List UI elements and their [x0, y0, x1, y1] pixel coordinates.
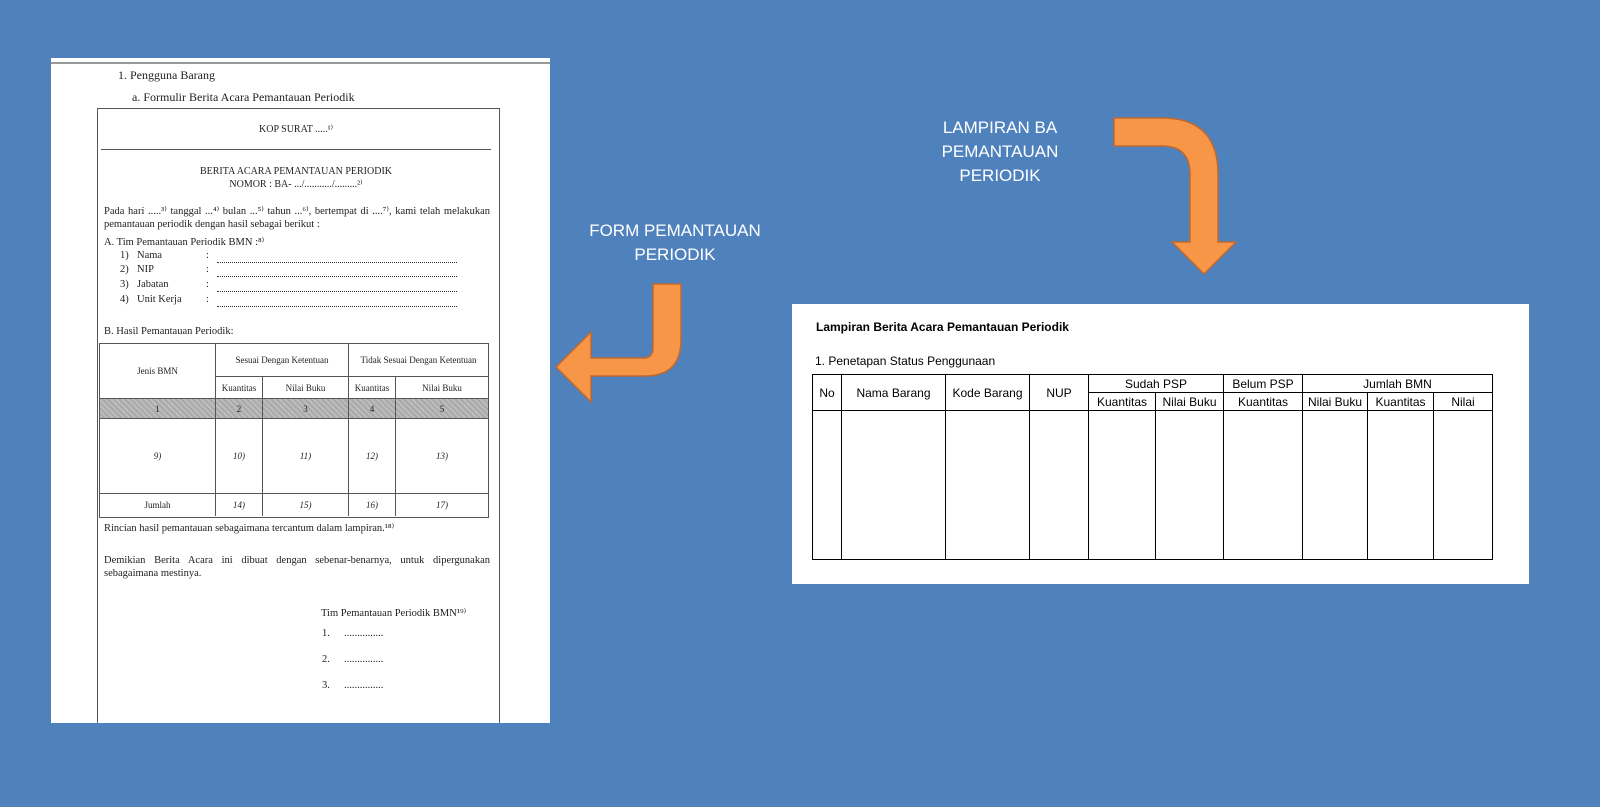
- subheader-kuantitas: Kuantitas: [1089, 393, 1156, 411]
- demikian-paragraph: Demikian Berita Acara ini dibuat dengan sebenar-benarnya, untuk dipergunakan sebagaimana mestinya.: [104, 555, 490, 579]
- header-kuantitas: Kuantitas: [216, 377, 263, 399]
- label-line: PERIODIK: [634, 245, 716, 264]
- table-cell: [1368, 411, 1434, 560]
- field-number: 3): [120, 279, 129, 290]
- jumlah-ref: 17): [436, 500, 448, 510]
- ba-intro-paragraph: Pada hari .....³⁾ tanggal ...⁴⁾ bulan ...⁵⁾ tahun ...⁶⁾, bertempat di ....⁷⁾, kami telah melakukan pemantauan periodik dengan hasil sebagai berikut :: [104, 206, 490, 230]
- hasil-pemantauan-table: [99, 343, 489, 518]
- body-ref: 9): [100, 419, 216, 494]
- label-line: PERIODIK: [959, 166, 1041, 185]
- column-number: 3: [263, 399, 349, 419]
- header-kode-barang: Kode Barang: [946, 375, 1030, 411]
- field-dotted-line: [217, 306, 457, 307]
- field-number: 4): [120, 294, 129, 305]
- column-number: 2: [216, 399, 263, 419]
- jumlah-ref: 15): [263, 494, 349, 516]
- field-label: Nama: [137, 250, 163, 261]
- section-b-heading: B. Hasil Pemantauan Periodik:: [104, 326, 234, 337]
- signer-number: 2.: [322, 654, 330, 665]
- signer-dots: ...............: [344, 680, 384, 691]
- subheader-nilai-buku: Nilai Buku: [1156, 393, 1224, 411]
- column-number: 5: [396, 399, 488, 419]
- rincian-text: Rincian hasil pemantauan sebagaimana tercantum dalam lampiran.¹⁸⁾: [104, 523, 395, 534]
- field-label: Jabatan: [137, 279, 169, 290]
- header-belum-psp: Belum PSP: [1224, 375, 1303, 393]
- field-colon: :: [206, 250, 209, 261]
- header-nilai-buku: Nilai Buku: [396, 377, 488, 399]
- header-kuantitas: Kuantitas: [349, 377, 396, 399]
- lampiran-title: Lampiran Berita Acara Pemantauan Periodik: [816, 320, 1069, 334]
- column-number: 4: [349, 399, 396, 419]
- subheader-kuantitas: Kuantitas: [1224, 393, 1303, 411]
- table-row: [813, 411, 1493, 560]
- ba-nomor: NOMOR : BA- .../.........../.........²⁾: [229, 179, 363, 190]
- status-penggunaan-table: [812, 374, 1493, 560]
- table-cell: [842, 411, 946, 560]
- table-cell: [1303, 411, 1368, 560]
- form-berita-acara-page: [51, 58, 550, 723]
- field-dotted-line: [217, 276, 457, 277]
- body-ref: 11): [263, 419, 349, 494]
- header-nup: NUP: [1030, 375, 1089, 411]
- field-dotted-line: [217, 291, 457, 292]
- jumlah-label: Jumlah: [100, 494, 216, 516]
- label-line: FORM PEMANTAUAN: [589, 221, 761, 240]
- kop-surat: KOP SURAT .....¹⁾: [259, 124, 334, 135]
- header-no: No: [813, 375, 842, 411]
- signer-dots: ...............: [344, 654, 384, 665]
- label-line: PEMANTAUAN: [941, 142, 1059, 161]
- column-number: 1: [100, 399, 216, 419]
- field-colon: :: [206, 279, 209, 290]
- form-heading-formulir: a. Formulir Berita Acara Pemantauan Periodik: [132, 90, 355, 104]
- body-ref: 12): [349, 419, 396, 494]
- header-nilai-buku: Nilai Buku: [263, 377, 349, 399]
- header-tidak-sesuai: Tidak Sesuai Dengan Ketentuan: [349, 344, 488, 377]
- header-jenis-bmn: Jenis BMN: [100, 344, 216, 399]
- jumlah-ref: 14): [216, 494, 263, 516]
- header-sesuai: Sesuai Dengan Ketentuan: [216, 344, 349, 377]
- header-nama-barang: Nama Barang: [842, 375, 946, 411]
- field-number: 2): [120, 264, 129, 275]
- table-cell: [1156, 411, 1224, 560]
- jumlah-ref: 16): [349, 494, 396, 516]
- table-cell: [946, 411, 1030, 560]
- signer-dots: ...............: [344, 628, 384, 639]
- field-label: Unit Kerja: [137, 294, 182, 305]
- ba-title: BERITA ACARA PEMANTAUAN PERIODIK: [199, 166, 393, 177]
- section-a-heading: A. Tim Pemantauan Periodik BMN :⁸⁾: [104, 237, 265, 248]
- tim-signature-heading: Tim Pemantauan Periodik BMN¹⁹⁾: [321, 608, 467, 619]
- header-jumlah-bmn: Jumlah BMN: [1303, 375, 1493, 393]
- field-colon: :: [206, 294, 209, 305]
- curved-arrow-left-icon: [555, 280, 685, 408]
- lampiran-subtitle: 1. Penetapan Status Penggunaan: [815, 354, 996, 368]
- kop-divider: [101, 149, 491, 150]
- subheader-nilai-buku: Nilai Buku: [1303, 393, 1368, 411]
- page-top-rule: [51, 62, 550, 64]
- lampiran-ba-page: [792, 304, 1529, 584]
- label-lampiran-ba: [905, 116, 1095, 188]
- label-form-pemantauan: [570, 219, 780, 267]
- body-ref: 10): [216, 419, 263, 494]
- table-cell: [813, 411, 842, 560]
- table-cell: [1030, 411, 1089, 560]
- body-ref: 13): [396, 419, 488, 494]
- signer-number: 1.: [322, 628, 330, 639]
- signer-number: 3.: [322, 680, 330, 691]
- table-cell: [1089, 411, 1156, 560]
- field-colon: :: [206, 264, 209, 275]
- field-number: 1): [120, 250, 129, 261]
- subheader-nilai: Nilai: [1434, 393, 1493, 411]
- header-sudah-psp: Sudah PSP: [1089, 375, 1224, 393]
- table-cell: [1434, 411, 1493, 560]
- label-line: LAMPIRAN BA: [942, 118, 1058, 137]
- form-heading-pengguna-barang: 1. Pengguna Barang: [118, 68, 215, 82]
- field-dotted-line: [217, 262, 457, 263]
- table-cell: [1224, 411, 1303, 560]
- curved-arrow-down-icon: [1112, 116, 1240, 278]
- field-label: NIP: [137, 264, 154, 275]
- subheader-kuantitas: Kuantitas: [1368, 393, 1434, 411]
